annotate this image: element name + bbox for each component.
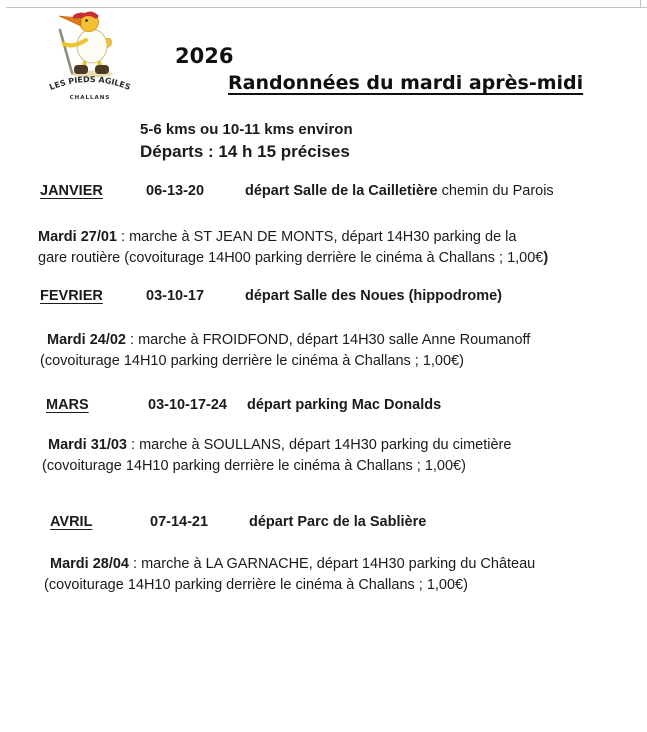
- month-name: JANVIER: [40, 183, 103, 199]
- month-row-mars: [46, 397, 441, 413]
- month-row-fevrier: [40, 288, 502, 304]
- event-line2: gare routière (covoiturage 14H00 parking derrière le cinéma à Challans ; 1,00€: [38, 250, 544, 266]
- event-line1: marche à SOULLANS, départ 14H30 parking du cimetière: [139, 437, 512, 453]
- event-day: Mardi 27/01: [38, 229, 117, 245]
- event-line2-bold-end: ): [543, 250, 549, 266]
- club-logo: [40, 6, 140, 108]
- month-row-janvier: [40, 183, 554, 199]
- year-heading: 2026: [175, 44, 234, 68]
- month-location-suffix: chemin du Parois: [437, 183, 554, 199]
- month-name: FEVRIER: [40, 288, 103, 304]
- event-line2: (covoiturage 14H10 parking derrière le cinéma à Challans ; 1,00€): [40, 353, 464, 369]
- month-name: MARS: [46, 397, 89, 413]
- month-location: départ Salle de la Cailletière: [245, 183, 438, 199]
- event-mars: Mardi 31/03 : marche à SOULLANS, départ 14H30 parking du cimetière (covoiturage 14H10 parking derrière le cinéma à Challans ; 1,00€): [42, 437, 512, 474]
- event-day: Mardi 31/03: [48, 437, 127, 453]
- month-location: départ Salle des Noues (hippodrome): [245, 288, 503, 304]
- club-city: CHALLANS: [69, 95, 111, 101]
- month-dates: 07-14-21: [150, 514, 209, 530]
- departure-time: Départs : 14 h 15 précises: [140, 142, 350, 161]
- event-janvier: Mardi 27/01 : marche à ST JEAN DE MONTS, départ 14H30 parking de la gare routière (covoiturage 14H00 parking derrière le cinéma à Challans ; 1,00€): [38, 229, 549, 266]
- month-location: départ Parc de la Sablière: [249, 514, 427, 530]
- page-title: Randonnées du mardi après-midi: [228, 72, 584, 94]
- month-name: AVRIL: [50, 514, 93, 530]
- event-avril: Mardi 28/04 : marche à LA GARNACHE, départ 14H30 parking du Château (covoiturage 14H10 parking derrière le cinéma à Challans ; 1,00€): [44, 556, 536, 593]
- event-line2: (covoiturage 14H10 parking derrière le cinéma à Challans ; 1,00€): [44, 577, 468, 593]
- event-line1: marche à FROIDFOND, départ 14H30 salle Anne Roumanoff: [138, 332, 531, 348]
- walking-duck-icon: [40, 6, 140, 108]
- svg-text:LES PIEDS AGILES: [48, 75, 132, 92]
- event-day: Mardi 24/02: [47, 332, 126, 348]
- event-day: Mardi 28/04: [50, 556, 129, 572]
- month-dates: 06-13-20: [146, 183, 205, 199]
- month-dates: 03-10-17-24: [148, 397, 227, 413]
- club-name: LES PIEDS AGILES: [48, 74, 132, 92]
- month-row-avril: [50, 514, 426, 530]
- event-line1: marche à ST JEAN DE MONTS, départ 14H30 parking de la: [129, 229, 517, 245]
- month-dates: 03-10-17: [146, 288, 205, 304]
- page-top-border-corner: [640, 0, 641, 8]
- event-fevrier: Mardi 24/02 : marche à FROIDFOND, départ 14H30 salle Anne Roumanoff (covoiturage 14H10 parking derrière le cinéma à Challans ; 1,00€): [40, 332, 531, 369]
- event-line1: marche à LA GARNACHE, départ 14H30 parking du Château: [141, 556, 536, 572]
- month-location: départ parking Mac Donalds: [247, 397, 442, 413]
- event-line2: (covoiturage 14H10 parking derrière le cinéma à Challans ; 1,00€): [42, 458, 466, 474]
- distance-info: 5-6 kms ou 10-11 kms environ: [140, 121, 353, 138]
